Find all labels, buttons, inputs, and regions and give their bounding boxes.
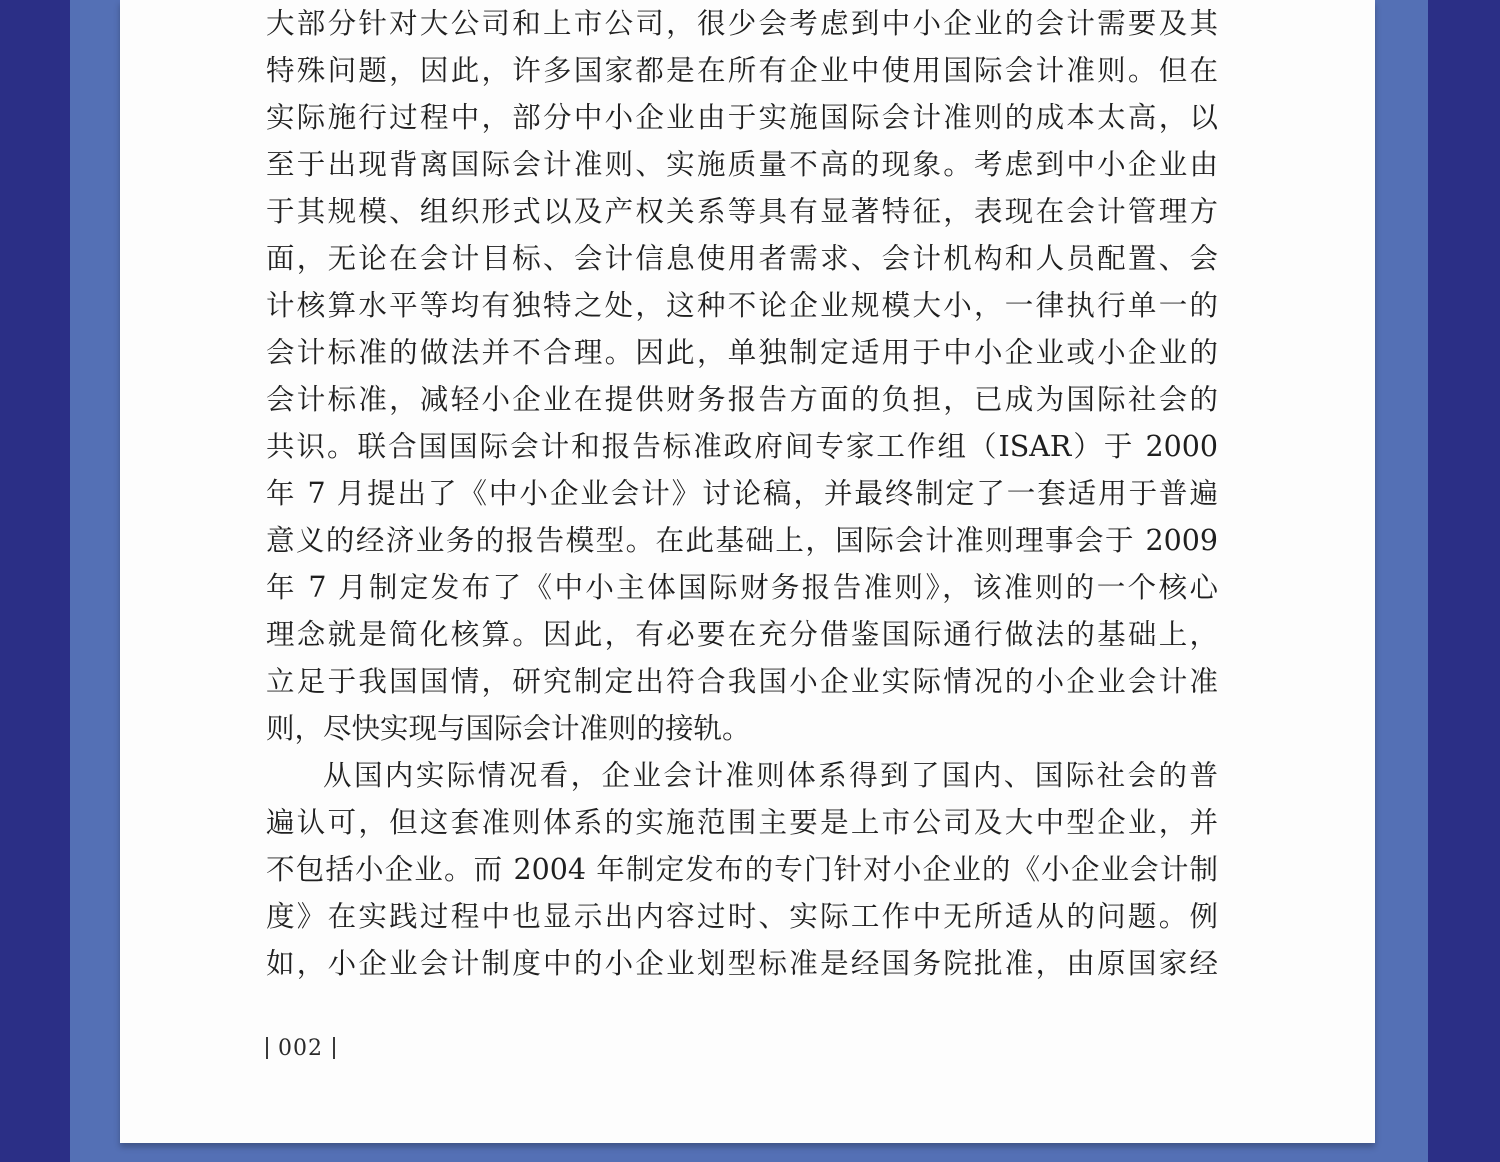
folio-left-rule bbox=[266, 1037, 268, 1059]
text-line: 年 7 月制定发布了《中小主体国际财务报告准则》，该准则的一个核心 bbox=[266, 571, 1218, 604]
text-line: 面，无论在会计目标、会计信息使用者需求、会计机构和人员配置、会 bbox=[266, 242, 1218, 275]
body-text bbox=[266, 0, 1218, 987]
text-line: 遍认可，但这套准则体系的实施范围主要是上市公司及大中型企业，并 bbox=[266, 806, 1218, 839]
text-line: 特殊问题，因此，许多国家都是在所有企业中使用国际会计准则。但在 bbox=[266, 54, 1218, 87]
text-line: 不包括小企业。而 2004 年制定发布的专门针对小企业的《小企业会计制 bbox=[266, 853, 1218, 886]
text-line: 大部分针对大公司和上市公司，很少会考虑到中小企业的会计需要及其 bbox=[266, 7, 1218, 40]
text-line: 会计标准的做法并不合理。因此，单独制定适用于中小企业或小企业的 bbox=[266, 336, 1218, 369]
text-line: 度》在实践过程中也显示出内容过时、实际工作中无所适从的问题。例 bbox=[266, 900, 1218, 933]
text-line: 意义的经济业务的报告模型。在此基础上，国际会计准则理事会于 2009 bbox=[266, 524, 1218, 557]
page-number bbox=[266, 1036, 345, 1061]
text-line: 共识。联合国国际会计和报告标准政府间专家工作组（ISAR）于 2000 bbox=[266, 430, 1218, 463]
text-line: 实际施行过程中，部分中小企业由于实施国际会计准则的成本太高，以 bbox=[266, 101, 1218, 134]
text-line: 计核算水平等均有独特之处，这种不论企业规模大小，一律执行单一的 bbox=[266, 289, 1218, 322]
folio-right-rule bbox=[333, 1037, 335, 1059]
text-line: 立足于我国国情，研究制定出符合我国小企业实际情况的小企业会计准 bbox=[266, 665, 1218, 698]
text-line: 年 7 月提出了《中小企业会计》讨论稿，并最终制定了一套适用于普遍 bbox=[266, 477, 1218, 510]
text-line: 如，小企业会计制度中的小企业划型标准是经国务院批准，由原国家经 bbox=[266, 947, 1218, 980]
page-number-text: 002 bbox=[278, 1036, 323, 1061]
text-line: 理念就是简化核算。因此，有必要在充分借鉴国际通行做法的基础上， bbox=[266, 618, 1218, 651]
text-line: 于其规模、组织形式以及产权关系等具有显著特征，表现在会计管理方 bbox=[266, 195, 1218, 228]
text-line: 从国内实际情况看，企业会计准则体系得到了国内、国际社会的普 bbox=[323, 759, 1218, 792]
text-line: 至于出现背离国际会计准则、实施质量不高的现象。考虑到中小企业由 bbox=[266, 148, 1218, 181]
text-line: 会计标准，减轻小企业在提供财务报告方面的负担，已成为国际社会的 bbox=[266, 383, 1218, 416]
text-line: 则，尽快实现与国际会计准则的接轨。 bbox=[266, 712, 751, 745]
